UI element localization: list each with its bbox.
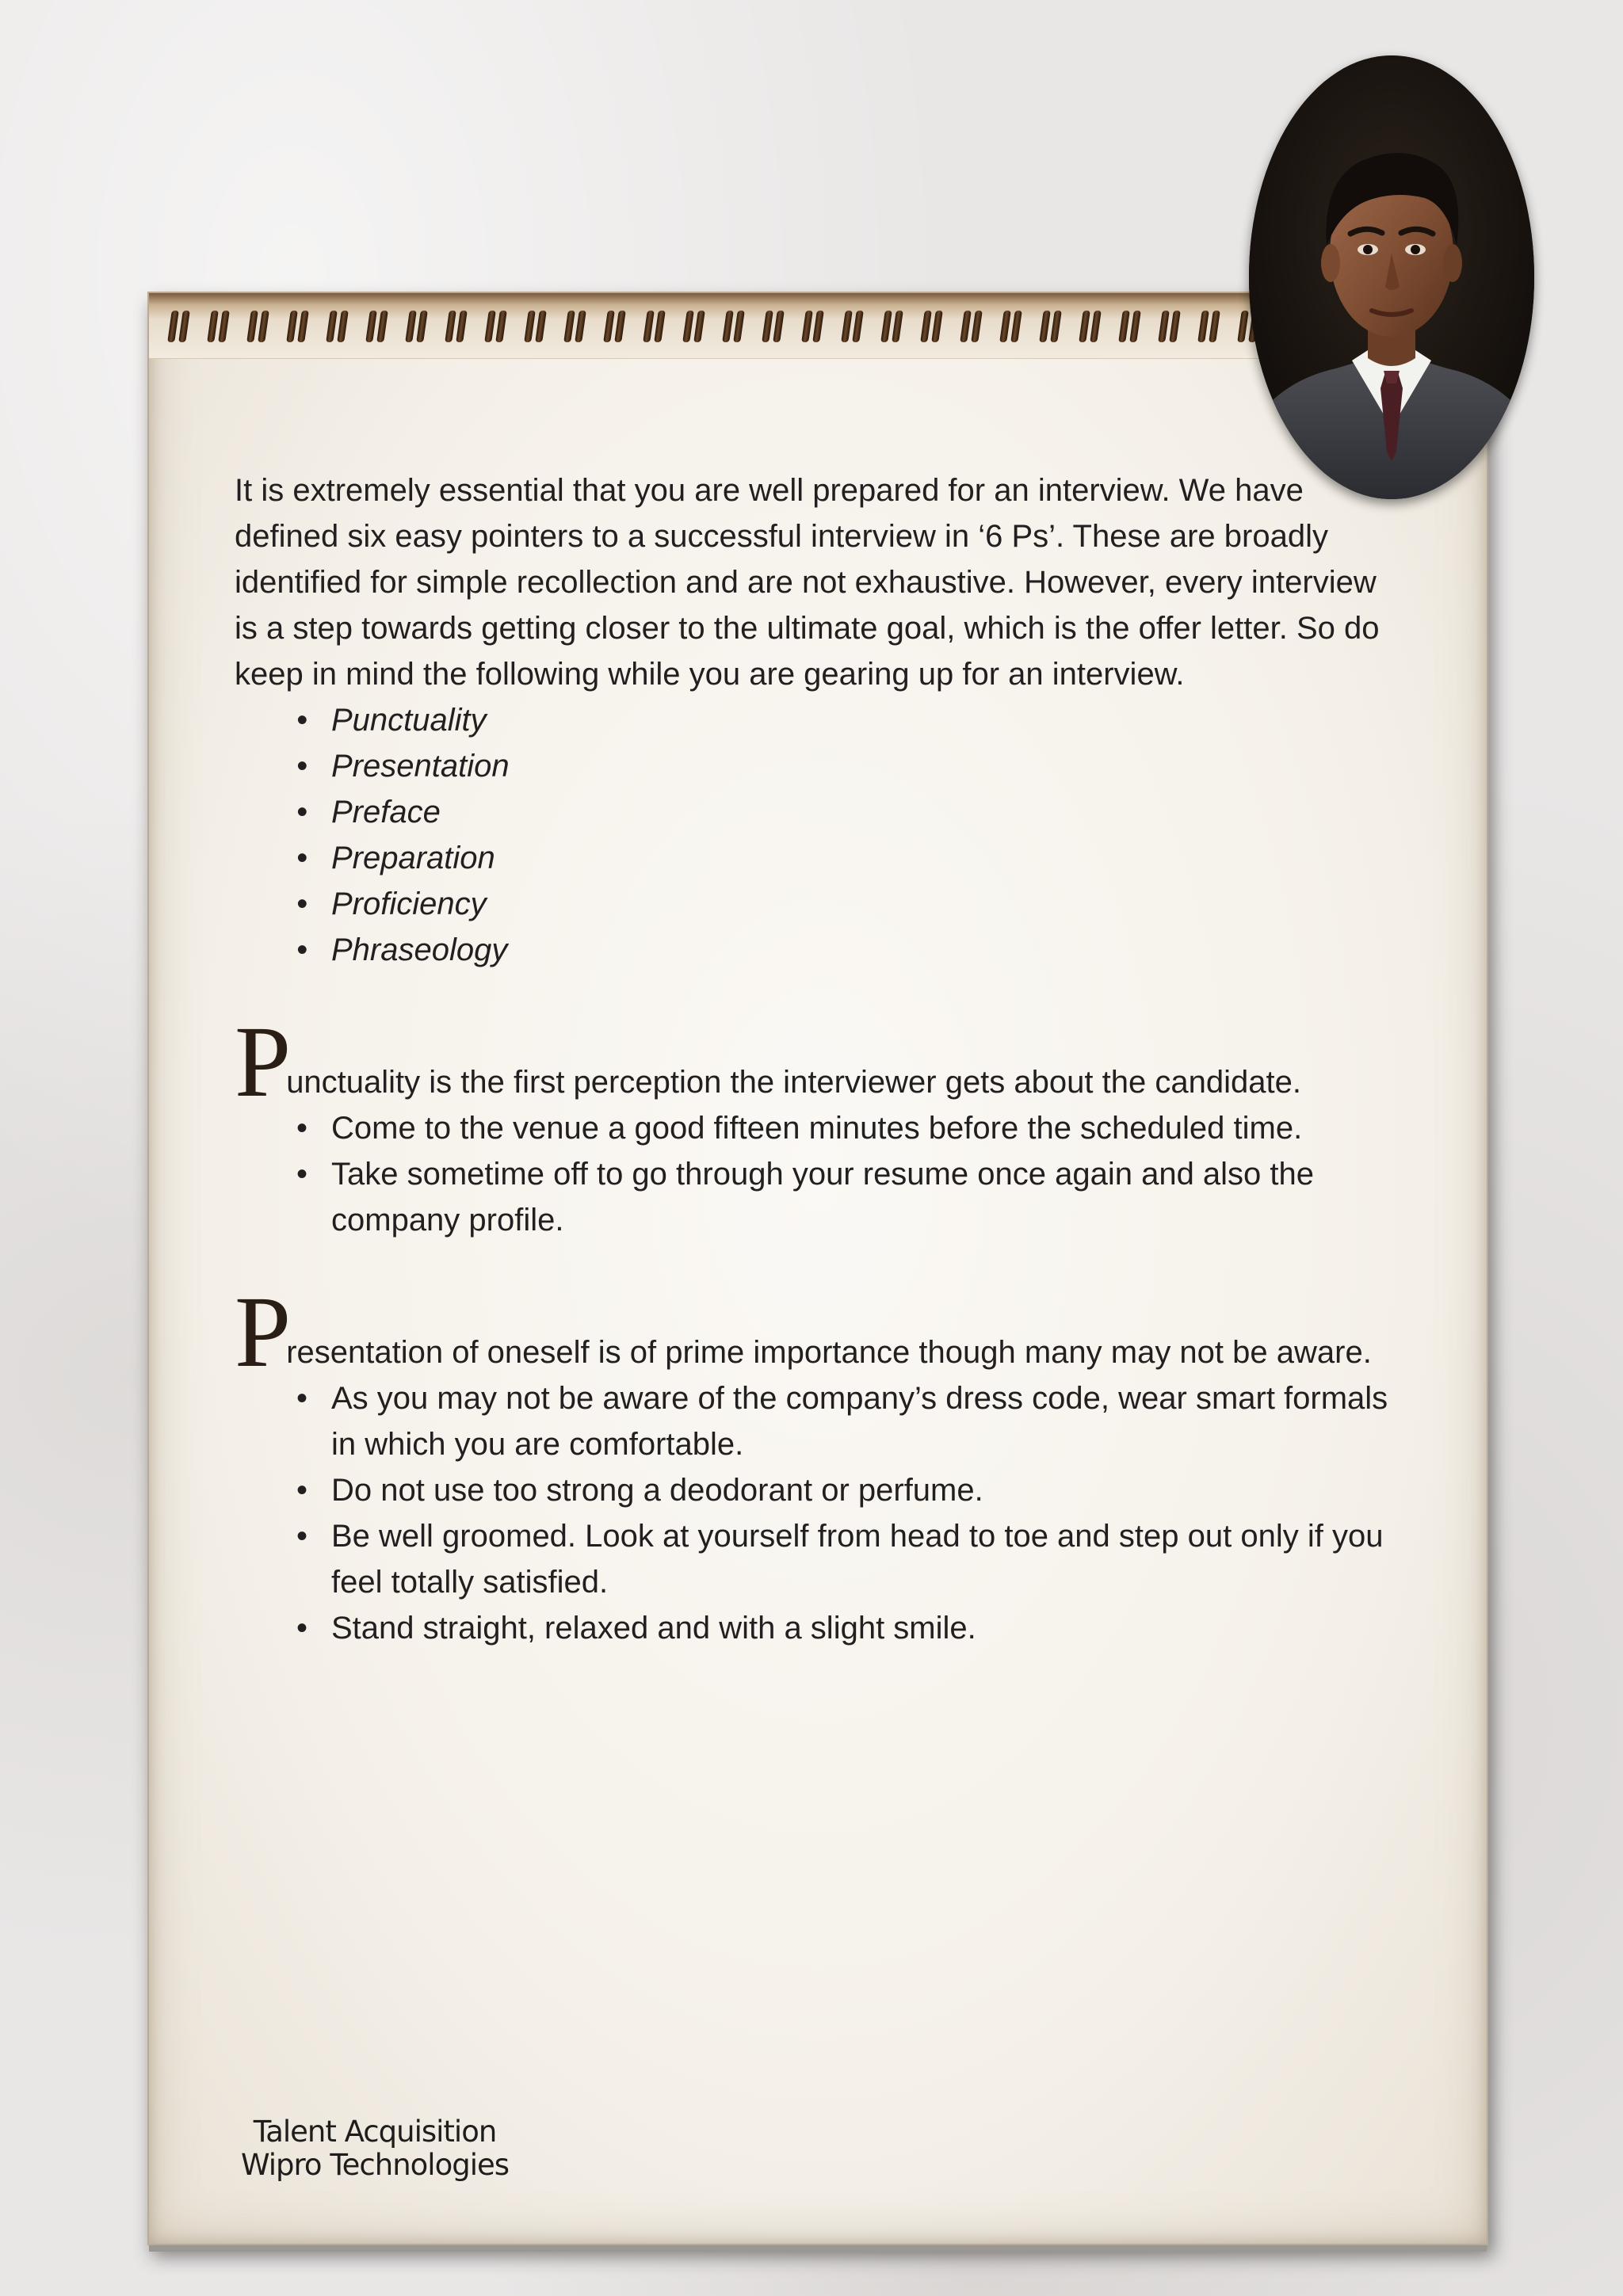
list-item: • Do not use too strong a deodorant or perfume. [296,1467,1392,1513]
section-lead [235,1005,1392,1118]
portrait-photo [1249,55,1534,499]
binding-ring [1154,307,1186,349]
binding-ring [1193,307,1225,349]
list-item: • Stand straight, relaxed and with a slight smile. [296,1605,1392,1651]
binding-ring [797,307,829,349]
section-punctuality [235,1005,1392,1243]
drop-cap: P [235,1276,292,1388]
footer-line-1: Talent Acquisition [253,2115,497,2149]
section-lead-text: resentation of oneself is of prime importance though many may not be aware. [286,1335,1372,1370]
binding-ring [956,307,987,349]
section-points [235,1375,1392,1651]
binding-ring [441,307,472,349]
list-item: • Presentation [296,743,1392,789]
binding-ring [322,307,353,349]
binding-ring [916,307,948,349]
binding-ring [520,307,552,349]
list-item: • Come to the venue a good fifteen minutes before the scheduled time. [296,1105,1392,1151]
binding-ring [639,307,670,349]
binding-ring [163,307,195,349]
intro-paragraph: It is extremely essential that you are well prepared for an interview. We have defined six easy pointers to a successful interview in ‘6 Ps’. These are broadly identified for simple recollection and are not exhaustive. However, every interview is a step towards getting closer to the ultimate goal, which is the offer letter. So do keep in mind the following while you are gearing up for an interview. [235,473,1380,692]
list-item: • Punctuality [296,697,1392,743]
binding-ring [361,307,393,349]
list-item: • Be well groomed. Look at yourself from head to toe and step out only if you feel totally satisfied. [296,1513,1392,1605]
drop-cap: P [235,1005,292,1118]
binding-ring [1035,307,1067,349]
binding-ring [480,307,512,349]
binding-ring [837,307,869,349]
binding-ring [718,307,750,349]
binding-ring [758,307,789,349]
portrait-illustration [1249,55,1534,499]
binding-ring [282,307,314,349]
list-item: • Proficiency [296,881,1392,927]
list-item: • Preparation [296,835,1392,881]
binding-ring [678,307,710,349]
binding-ring [242,307,274,349]
section-points [235,1105,1392,1243]
binding-ring [401,307,433,349]
binding-ring [1114,307,1146,349]
section-lead [235,1276,1392,1388]
list-item: • Take sometime off to go through your resume once again and also the company profile. [296,1151,1392,1243]
list-item: • Phraseology [296,927,1392,973]
six-ps-list [235,697,1392,973]
binding-ring [1075,307,1106,349]
list-item: • Preface [296,789,1392,835]
footer-credit [241,2115,509,2182]
footer-line-2: Wipro Technologies [241,2148,510,2182]
binding-ring [876,307,908,349]
binding-ring [995,307,1027,349]
binding-ring [559,307,591,349]
binding-ring [203,307,235,349]
section-lead-text: unctuality is the first perception the interviewer gets about the candidate. [286,1065,1301,1100]
section-presentation [235,1276,1392,1651]
list-item: • As you may not be aware of the company’s dress code, wear smart formals in which you are comfortable. [296,1375,1392,1467]
binding-ring [599,307,631,349]
article-body [235,467,1392,1651]
